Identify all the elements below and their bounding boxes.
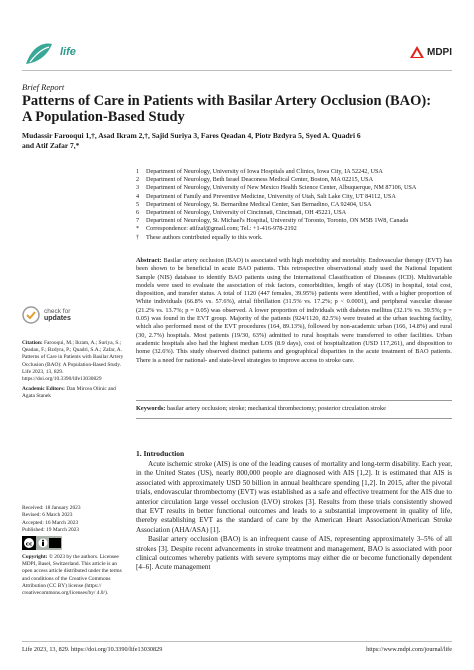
journal-logo-icon [22, 40, 56, 68]
copyright-notice [22, 554, 126, 597]
section-heading-introduction: 1. Introduction [136, 449, 185, 458]
copyright-text: © 2023 by the authors. Licensee MDPI, Basel, Switzerland. This article is an open access article distributed under the terms and conditions of the Creative Commons Attribution (CC BY) license (https:// creativecommons.org/licenses/by/ 4.0/). [22, 554, 122, 597]
date-revised: Revised: 6 March 2023 [22, 512, 73, 519]
author-list [22, 131, 452, 151]
citation-label: Citation: [22, 340, 43, 346]
abstract-label: Abstract: [136, 257, 162, 264]
check-updates-line2: updates [44, 315, 71, 322]
keywords-top-divider [136, 400, 452, 401]
affiliation-text: Department of Neurology, University of New Mexico Health Science Center, Albuquerque, NM 87106, USA [146, 184, 417, 192]
keywords [136, 405, 452, 413]
publisher-logo[interactable] [410, 46, 452, 58]
author-line-2: and Atif Zafar 7,* [22, 141, 80, 150]
editors-text: Dan Mircea Olinic and Agata Stanek [22, 386, 116, 400]
affiliation-item [136, 209, 456, 217]
keywords-bottom-divider [136, 418, 452, 419]
affiliation-item [136, 184, 456, 192]
affiliation-item [136, 234, 456, 242]
affiliation-text: Department of Neurology, Beth Israel Deaconess Medical Center, Boston, MA 02215, USA [146, 176, 374, 184]
abstract-text: Basilar artery occlusion (BAO) is associated with high morbidity and mortality. Endovascular therapy (EVT) has been shown to be beneficial in acute BAO patients. This retrospective observational study used the National Inpatient Sample (NIS) database to identify BAO patients using the International Classification of Diseases (ICD). Multivariable models were used to evaluate the association of risk factors, comorbidities, length of stay (LOS) in hospital, total cost, disposition, and transfer status. A total of 1120 (447 females, 39.95%) patients were identified, with a higher proportion of White individuals (66.8% vs. 57.6%), atrial fibrillation (31.5% vs. 17.2%; p < 0.0001), and peripheral vascular disease (21.2% vs. 13.7%; p = 0.05) was observed. A lower proportion of individuals with diabetes mellitus (32.1% vs. 39.5%; p = 0.05) was found in the EVT group. Majority of the patients (924/1120, 82.5%) were treated at the urban teaching facility, which also performed most of the EVT procedures (164, 89.13%), followed by non-academic urban (166, 14.8%) and rural (30, 2.7%) hospitals. Most patients (19/30, 63%) admitted to rural hospitals were transferred to other facilities. Urban academic hospitals also had the highest median LOS (8.9 days), cost of hospitalization (USD 117,261), and disposition to home (32.6%). This study observed distinct patterns and geographical disparities in the acute treatment of BAO patients. There is a need for national- and state-level strategies to improve access to stroke care. [136, 257, 452, 364]
keywords-label: Keywords: [136, 405, 166, 412]
affiliation-text: Department of Neurology, St. Michael's Hospital, University of Toronto, Toronto, ON M5B 1W8, Canada [146, 217, 409, 225]
introduction-body [136, 460, 452, 573]
intro-paragraph-2: Basilar artery occlusion (BAO) is an infrequent cause of AIS, representing approximately 3–5% of all strokes [3]. Despite recent advancements in stroke treatment and management, BAO is associated with poor clinical outcomes whereby patients with severe symptoms may either die or become functionally dependent [4–6]. Acute management [136, 535, 452, 572]
check-updates-icon [22, 306, 40, 324]
affiliation-number: * [136, 225, 140, 233]
affiliation-number: 6 [136, 209, 140, 217]
check-updates-line1: check for [44, 307, 71, 315]
affiliation-number: 2 [136, 176, 140, 184]
affiliation-number: 1 [136, 168, 140, 175]
affiliation-item [136, 217, 456, 225]
affiliation-text: Department of Neurology, St. Bernardine Medical Center, San Bernadino, CA 92404, USA [146, 200, 372, 208]
affiliation-text: Department of Family and Preventive Medicine, University of Utah, Salt Lake City, UT 84112, USA [146, 192, 396, 200]
keywords-text: basilar artery occlusion; stroke; mechanical thrombectomy; posterior circulation stroke [166, 405, 386, 412]
article-title: Patterns of Care in Patients with Basilar Artery Occlusion (BAO): A Population-Based Study [22, 93, 432, 125]
affiliation-text: These authors contributed equally to this work. [146, 233, 263, 241]
copyright-label: Copyright: [22, 554, 48, 560]
affiliation-number: 3 [136, 184, 140, 192]
affiliations [136, 168, 456, 242]
article-type: Brief Report [22, 82, 65, 92]
check-for-updates-button[interactable] [22, 306, 71, 324]
citation-box [22, 340, 126, 404]
affiliation-text: Correspondence: atifzaf@gmail.com; Tel.: +1-416-978-2192 [146, 225, 297, 233]
affiliation-number: † [136, 233, 140, 241]
affiliation-number: 5 [136, 200, 140, 208]
editors-label: Academic Editors: [22, 386, 65, 393]
citation-text: Farooqui, M.; Ikram, A.; Suriya, S.; Qeadan, F.; Bzdyra, P.; Quadri, S.A.; Zafar, A. Patterns of Care in Patients with Basilar Artery Occlusion (BAO): A Population-Based Study. Life 2023, 13, 829. https://doi.org/10.3390/life13030829 [22, 340, 124, 383]
affiliation-item [136, 225, 456, 233]
date-received: Received: 18 January 2023 [22, 505, 81, 511]
affiliation-item [136, 176, 456, 184]
mdpi-icon [410, 46, 424, 58]
svg-text:cc: cc [25, 541, 33, 548]
author-line-1: Mudassir Farooqui 1,†, Asad Ikram 2,†, Sajid Suriya 3, Fares Qeadan 4, Piotr Bzdyra 5, Syed A. Quadri 6 [22, 131, 361, 140]
abstract [136, 257, 452, 365]
date-accepted: Accepted: 16 March 2023 [22, 519, 79, 526]
affiliation-item [136, 201, 456, 209]
journal-name: life [60, 46, 76, 58]
footer-citation-link[interactable]: Life 2023, 13, 829. https://doi.org/10.3390/life13030829 [22, 646, 163, 653]
affiliation-text: Department of Neurology, University of Iowa Hospitals and Clinics, Iowa City, IA 52242, USA [146, 168, 383, 175]
cc-by-license-icon[interactable] [22, 536, 62, 550]
affiliation-text: Department of Neurology, University of Cincinnati, Cincinnati, OH 45221, USA [146, 209, 347, 217]
footer-journal-link[interactable]: https://www.mdpi.com/journal/life [366, 646, 452, 653]
affiliation-number: 4 [136, 192, 140, 200]
publisher-name: MDPI [427, 46, 452, 58]
footer-divider [22, 641, 452, 642]
header-divider [22, 70, 452, 71]
date-published: Published: 19 March 2023 [22, 526, 80, 533]
publication-dates [22, 505, 126, 534]
affiliation-item [136, 168, 456, 176]
intro-paragraph-1: Acute ischemic stroke (AIS) is one of the leading causes of mortality and long-term disability. Each year, in the United States (US), nearly 800,000 people are diagnosed with AIS [1,2]. It is estimated that AIS is associated with approximately USD 50 billion in annual healthcare spending [1,2]. In 2015, after the pivotal trials, endovascular thrombectomy (EVT) was established as a safe and effective treatment for the AIS due to anterior circulation large vessel occlusion (LVO) strokes [3]. Results from these trials consistently showed that EVT results in better functional outcomes and leads to a substantial improvement in quality of life, thereby establishing EVT as the standard of care by the American Heart Association/American Stroke Association (AHA/ASA) [1]. [136, 460, 452, 534]
affiliation-number: 7 [136, 217, 140, 225]
affiliation-item [136, 193, 456, 201]
